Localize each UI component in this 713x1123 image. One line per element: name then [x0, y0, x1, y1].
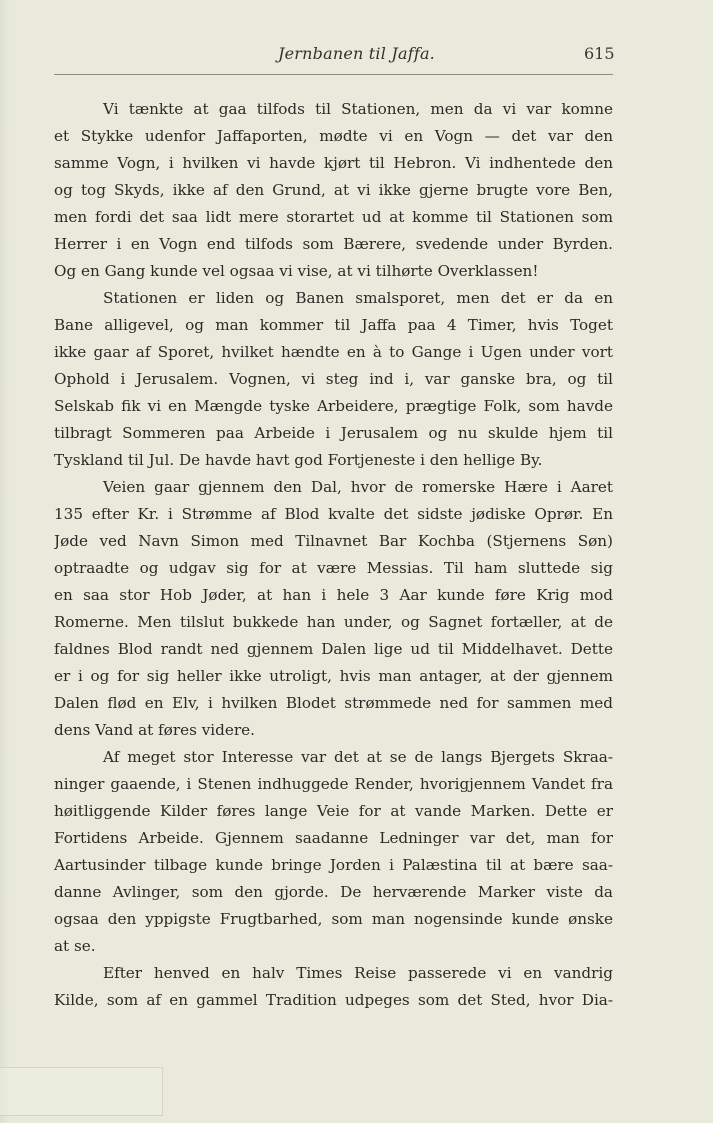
running-title: Jernbanen til Jaffa.: [278, 44, 435, 63]
paragraph-4: [54, 744, 613, 960]
text-line: ikke gaar af Sporet, hvilket hændte en à to Gange i Ugen under vort: [54, 343, 613, 361]
text-line: Ophold i Jerusalem. Vognen, vi steg ind i, var ganske bra, og til: [54, 370, 613, 388]
text-line: Kilde, som af en gammel Tradition udpeges som det Sted, hvor Dia-: [54, 991, 613, 1009]
text-line: Og en Gang kunde vel ogsaa vi vise, at vi tilhørte Overklassen!: [54, 262, 539, 280]
text-line: at se.: [54, 937, 96, 955]
text-line: Selskab fik vi en Mængde tyske Arbeidere, prægtige Folk, som havde: [54, 397, 613, 415]
text-line: Stationen er liden og Banen smalsporet, men det er da en: [103, 289, 613, 307]
text-line: Bane alligevel, og man kommer til Jaffa paa 4 Timer, hvis Toget: [54, 316, 613, 334]
text-line: Vi tænkte at gaa tilfods til Stationen, men da vi var komne: [103, 100, 613, 118]
text-line: Jøde ved Navn Simon med Tilnavnet Bar Kochba (Stjernens Søn): [54, 532, 613, 550]
text-line: faldnes Blod randt ned gjennem Dalen lige ud til Middelhavet. Dette: [54, 640, 613, 658]
text-line: tilbragt Sommeren paa Arbeide i Jerusalem og nu skulde hjem til: [54, 424, 613, 442]
text-line: høitliggende Kilder føres lange Veie for at vande Marken. Dette er: [54, 802, 613, 820]
text-line: Romerne. Men tilslut bukkede han under, og Sagnet fortæller, at de: [54, 613, 613, 631]
text-line: et Stykke udenfor Jaffaporten, mødte vi en Vogn — det var den: [54, 127, 613, 145]
text-line: ogsaa den yppigste Frugtbarhed, som man nogensinde kunde ønske: [54, 910, 613, 928]
text-line: Aartusinder tilbage kunde bringe Jorden i Palæstina til at bære saa-: [54, 856, 613, 874]
page-number: 615: [584, 44, 615, 63]
text-line: danne Avlinger, som den gjorde. De herværende Marker viste da: [54, 883, 613, 901]
text-line: ninger gaaende, i Stenen indhuggede Render, hvorigjennem Vandet fra: [54, 775, 613, 793]
text-line: samme Vogn, i hvilken vi havde kjørt til Hebron. Vi indhentede den: [54, 154, 613, 172]
header-rule: [54, 74, 613, 75]
text-line: Fortidens Arbeide. Gjennem saadanne Ledninger var det, man for: [54, 829, 613, 847]
library-label-outline: [0, 1067, 163, 1116]
text-line: 135 efter Kr. i Strømme af Blod kvalte det sidste jødiske Oprør. En: [54, 505, 613, 523]
text-line: Af meget stor Interesse var det at se de langs Bjergets Skraa-: [103, 748, 613, 766]
text-line: Veien gaar gjennem den Dal, hvor de romerske Hære i Aaret: [103, 478, 613, 496]
text-line: Dalen flød en Elv, i hvilken Blodet strømmede ned for sammen med: [54, 694, 613, 712]
text-line: Efter henved en halv Times Reise passerede vi en vandrig: [103, 964, 613, 982]
paragraph-5: [54, 960, 613, 1014]
text-line: dens Vand at føres videre.: [54, 721, 255, 739]
text-line: Herrer i en Vogn end tilfods som Bærere, svedende under Byrden.: [54, 235, 613, 253]
running-head: [0, 44, 713, 70]
paragraph-1: [54, 96, 613, 285]
text-line: og tog Skyds, ikke af den Grund, at vi ikke gjerne brugte vore Ben,: [54, 181, 613, 199]
text-line: optraadte og udgav sig for at være Messias. Til ham sluttede sig: [54, 559, 613, 577]
text-line: Tyskland til Jul. De havde havt god Fortjeneste i den hellige By.: [54, 451, 543, 469]
paragraph-3: [54, 474, 613, 744]
text-line: men fordi det saa lidt mere storartet ud at komme til Stationen som: [54, 208, 613, 226]
text-line: er i og for sig heller ikke utroligt, hvis man antager, at der gjennem: [54, 667, 613, 685]
text-line: en saa stor Hob Jøder, at han i hele 3 Aar kunde føre Krig mod: [54, 586, 613, 604]
body-text: [54, 96, 613, 1014]
paragraph-2: [54, 285, 613, 474]
